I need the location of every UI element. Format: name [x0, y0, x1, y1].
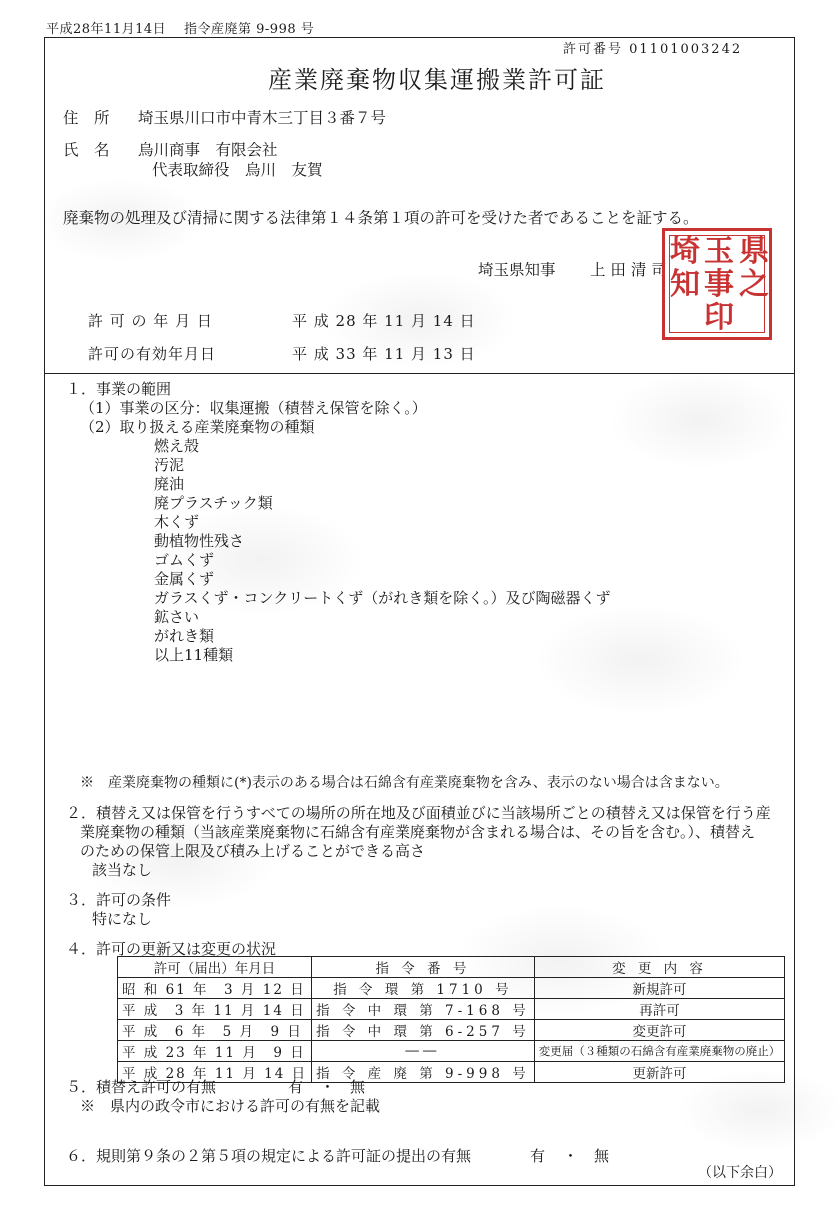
- permit-date-value: 平 成 28 年 11 月 14 日: [292, 312, 476, 330]
- section5-no: 無: [350, 1078, 366, 1096]
- table-cell: 平 成 23 年 11 月 9 日: [118, 1041, 312, 1062]
- section2-line3: のための保管上限及び積み上げることができる高さ: [80, 842, 426, 860]
- table-row: [118, 999, 785, 1020]
- section5-heading: ５．積替え許可の有無: [66, 1078, 217, 1096]
- table-cell: 昭 和 61 年 3 月 12 日: [118, 978, 312, 999]
- section6-heading: ６．規則第９条の２第５項の規定による許可証の提出の有無: [66, 1147, 472, 1165]
- section1-item1: （1）事業の区分：収集運搬（積替え保管を除く。）: [80, 399, 427, 417]
- column-header: 許可（届出）年月日: [118, 957, 312, 978]
- seal-char: 玉: [704, 234, 734, 269]
- table-cell: 新規許可: [534, 978, 785, 999]
- list-item: ゴムくず: [154, 551, 215, 569]
- history-table: [117, 956, 785, 1083]
- section6-yes: 有: [530, 1147, 546, 1165]
- name-label: 氏 名: [63, 141, 110, 159]
- list-item: ガラスくず・コンクリートくず（がれき類を除く。）及び陶磁器くず: [154, 589, 611, 607]
- table-cell: 指 令 中 環 第 7-168 号: [312, 999, 535, 1020]
- valid-until-value: 平 成 33 年 11 月 13 日: [292, 345, 476, 363]
- section3-value: 特になし: [92, 910, 153, 928]
- seal-char: 之: [739, 267, 769, 302]
- table-cell: 平 成 28 年 11 月 14 日: [118, 1062, 312, 1083]
- list-item: 金属くず: [154, 570, 215, 588]
- table-row: [118, 1020, 785, 1041]
- section1-item2: （2）取り扱える産業廃棄物の種類: [80, 418, 315, 436]
- table-cell: ――: [312, 1041, 535, 1062]
- section5-note: ※ 県内の政令市における許可の有無を記載: [80, 1097, 381, 1115]
- license-number: 許可番号 01101003242: [563, 42, 743, 57]
- list-item: がれき類: [154, 627, 215, 645]
- section4-heading: ４．許可の更新又は変更の状況: [66, 940, 277, 958]
- table-cell: 更新許可: [534, 1062, 785, 1083]
- table-cell: 平 成 6 年 5 月 9 日: [118, 1020, 312, 1041]
- section3-heading: ３．許可の条件: [66, 891, 172, 909]
- list-item: 木くず: [154, 513, 200, 531]
- table-cell: 変更届（３種類の石綿含有産業廃棄物の廃止）: [534, 1041, 785, 1062]
- list-item: 以上11種類: [154, 646, 234, 664]
- asbestos-note: ※ 産業廃棄物の種類に(*)表示のある場合は石綿含有産業廃棄物を含み、表示のない場合は含まない。: [80, 775, 729, 791]
- table-cell: 指 令 中 環 第 6-257 号: [312, 1020, 535, 1041]
- section6-no: 無: [594, 1147, 610, 1165]
- section6-separator: ・: [563, 1147, 579, 1165]
- table-cell: 指 令 産 廃 第 9-998 号: [312, 1062, 535, 1083]
- table-row: [118, 1062, 785, 1083]
- footer-note: （以下余白）: [698, 1165, 782, 1181]
- list-item: 鉱さい: [154, 608, 200, 626]
- address-label: 住 所: [63, 109, 110, 127]
- issuer-office: 埼玉県知事: [478, 261, 556, 279]
- table-row: [118, 1041, 785, 1062]
- section5-yes: 有: [288, 1078, 304, 1096]
- issuer-name: 上 田 清 司: [590, 261, 667, 279]
- address-value: 埼玉県川口市中青木三丁目３番７号: [138, 109, 387, 127]
- list-item: 汚泥: [154, 456, 185, 474]
- list-item: 燃え殻: [154, 437, 200, 455]
- list-item: 動植物性残さ: [154, 532, 245, 550]
- table-row: [118, 978, 785, 999]
- table-cell: 変更許可: [534, 1020, 785, 1041]
- table-cell: 指 令 環 第 1710 号: [312, 978, 535, 999]
- section2-line1: ２．積替え又は保管を行うすべての場所の所在地及び面積並びに当該場所ごとの積替え又は保管を行う産: [66, 804, 771, 822]
- issue-date: 平成28年11月14日: [46, 22, 167, 37]
- seal-char: 埼: [670, 234, 700, 269]
- permit-date-label: 許 可 の 年 月 日: [88, 312, 213, 330]
- section2-line2: 業廃棄物の種類（当該産業廃棄物に石綿含有産業廃棄物が含まれる場合は、その旨を含む。）、積替え: [80, 823, 756, 841]
- seal-char: 県: [739, 234, 769, 269]
- seal-char: 印: [704, 300, 734, 335]
- seal-char: 知: [670, 267, 700, 302]
- section2-value: 該当なし: [92, 861, 153, 879]
- table-header-row: [118, 957, 785, 978]
- section1-heading: １．事業の範囲: [66, 380, 172, 398]
- designation-number: 指令産廃第 9-998 号: [184, 22, 315, 37]
- valid-until-label: 許可の有効年月日: [88, 345, 217, 363]
- list-item: 廃油: [154, 475, 185, 493]
- section5-separator: ・: [320, 1078, 336, 1096]
- certification-statement: 廃棄物の処理及び清掃に関する法律第１４条第１項の許可を受けた者であることを証する。: [63, 209, 699, 227]
- list-item: 廃プラスチック類: [154, 494, 273, 512]
- document-title: 産業廃棄物収集運搬業許可証: [268, 66, 606, 94]
- seal-char: 事: [704, 267, 734, 302]
- table-cell: 平 成 3 年 11 月 14 日: [118, 999, 312, 1020]
- column-header: 変 更 内 容: [534, 957, 785, 978]
- representative-name: 代表取締役 烏川 友賀: [152, 161, 323, 179]
- section-divider: [44, 373, 795, 374]
- official-seal: [662, 228, 772, 340]
- company-name: 烏川商事 有限会社: [138, 141, 278, 159]
- column-header: 指 令 番 号: [312, 957, 535, 978]
- table-cell: 再許可: [534, 999, 785, 1020]
